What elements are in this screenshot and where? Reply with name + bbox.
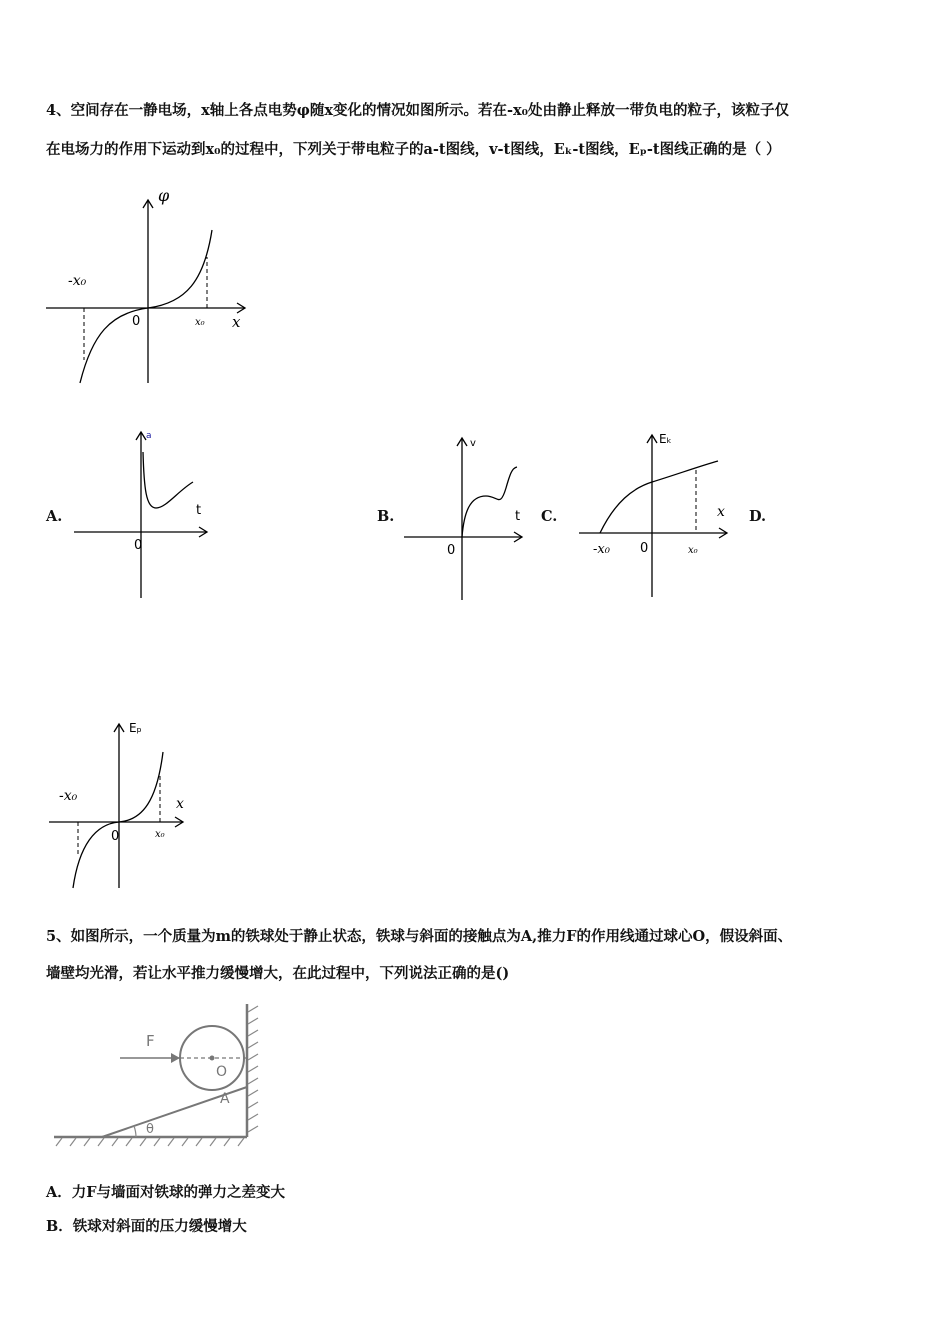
origin-label: 0 (111, 829, 120, 844)
x0-label: x₀ (155, 829, 165, 840)
neg-x0-label: -x₀ (59, 788, 78, 804)
a-axis-label: a (146, 431, 152, 441)
option-a-graph (70, 428, 215, 603)
angle-label: θ (146, 1122, 154, 1137)
ek-axis-label: Eₖ (659, 432, 672, 446)
q5-option-b[interactable]: B．铁球对斜面的压力缓慢增大 (46, 1218, 247, 1235)
x0-label: x₀ (688, 545, 698, 556)
option-b-label[interactable]: B. (377, 508, 395, 525)
t-axis-label: t (515, 509, 521, 524)
q5-option-a[interactable]: A．力F与墙面对铁球的弹力之差变大 (46, 1184, 286, 1201)
ball-incline-figure (50, 1000, 270, 1145)
origin-label: 0 (134, 538, 143, 553)
ep-axis-label: Eₚ (129, 721, 142, 735)
option-d-graph (45, 716, 195, 891)
option-b-graph (400, 432, 530, 604)
option-c-graph (575, 430, 745, 602)
option-c-label[interactable]: C. (541, 508, 558, 525)
x0-label: x₀ (195, 317, 205, 328)
q4-text-line2: 在电场力的作用下运动到x₀的过程中，下列关于带电粒子的a-t图线，v-t图线，Eₖ-t图线，Eₚ-t图线正确的是（ ） (46, 141, 781, 158)
q5-text-line2: 墙壁均光滑，若让水平推力缓慢增大，在此过程中，下列说法正确的是() (46, 965, 510, 982)
phi-axis-label: φ (158, 186, 170, 205)
contact-label: A (220, 1091, 230, 1107)
v-axis-label: v (470, 438, 476, 449)
neg-x0-label: -x₀ (593, 542, 610, 557)
x-axis-label: x (176, 796, 184, 812)
q5-text-line1: 5、如图所示，一个质量为m的铁球处于静止状态，铁球与斜面的接触点为A,推力F的作用线通过球心O，假设斜面、 (46, 928, 793, 945)
origin-label: 0 (640, 541, 649, 556)
phi-x-graph (40, 185, 260, 385)
origin-label: 0 (132, 314, 141, 329)
q4-text-line1: 4、空间存在一静电场，x轴上各点电势φ随x变化的情况如图所示。若在-x₀处由静止释放一带负电的粒子，该粒子仅 (46, 102, 790, 119)
origin-label: 0 (447, 543, 456, 558)
option-d-label[interactable]: D. (749, 508, 767, 525)
x-axis-label: x (717, 504, 725, 520)
x-axis-label: x (232, 313, 241, 331)
option-a-label[interactable]: A. (46, 508, 63, 525)
force-label: F (146, 1032, 155, 1050)
neg-x0-label: -x₀ (68, 273, 87, 289)
center-label: O (216, 1064, 228, 1080)
t-axis-label: t (196, 503, 202, 518)
